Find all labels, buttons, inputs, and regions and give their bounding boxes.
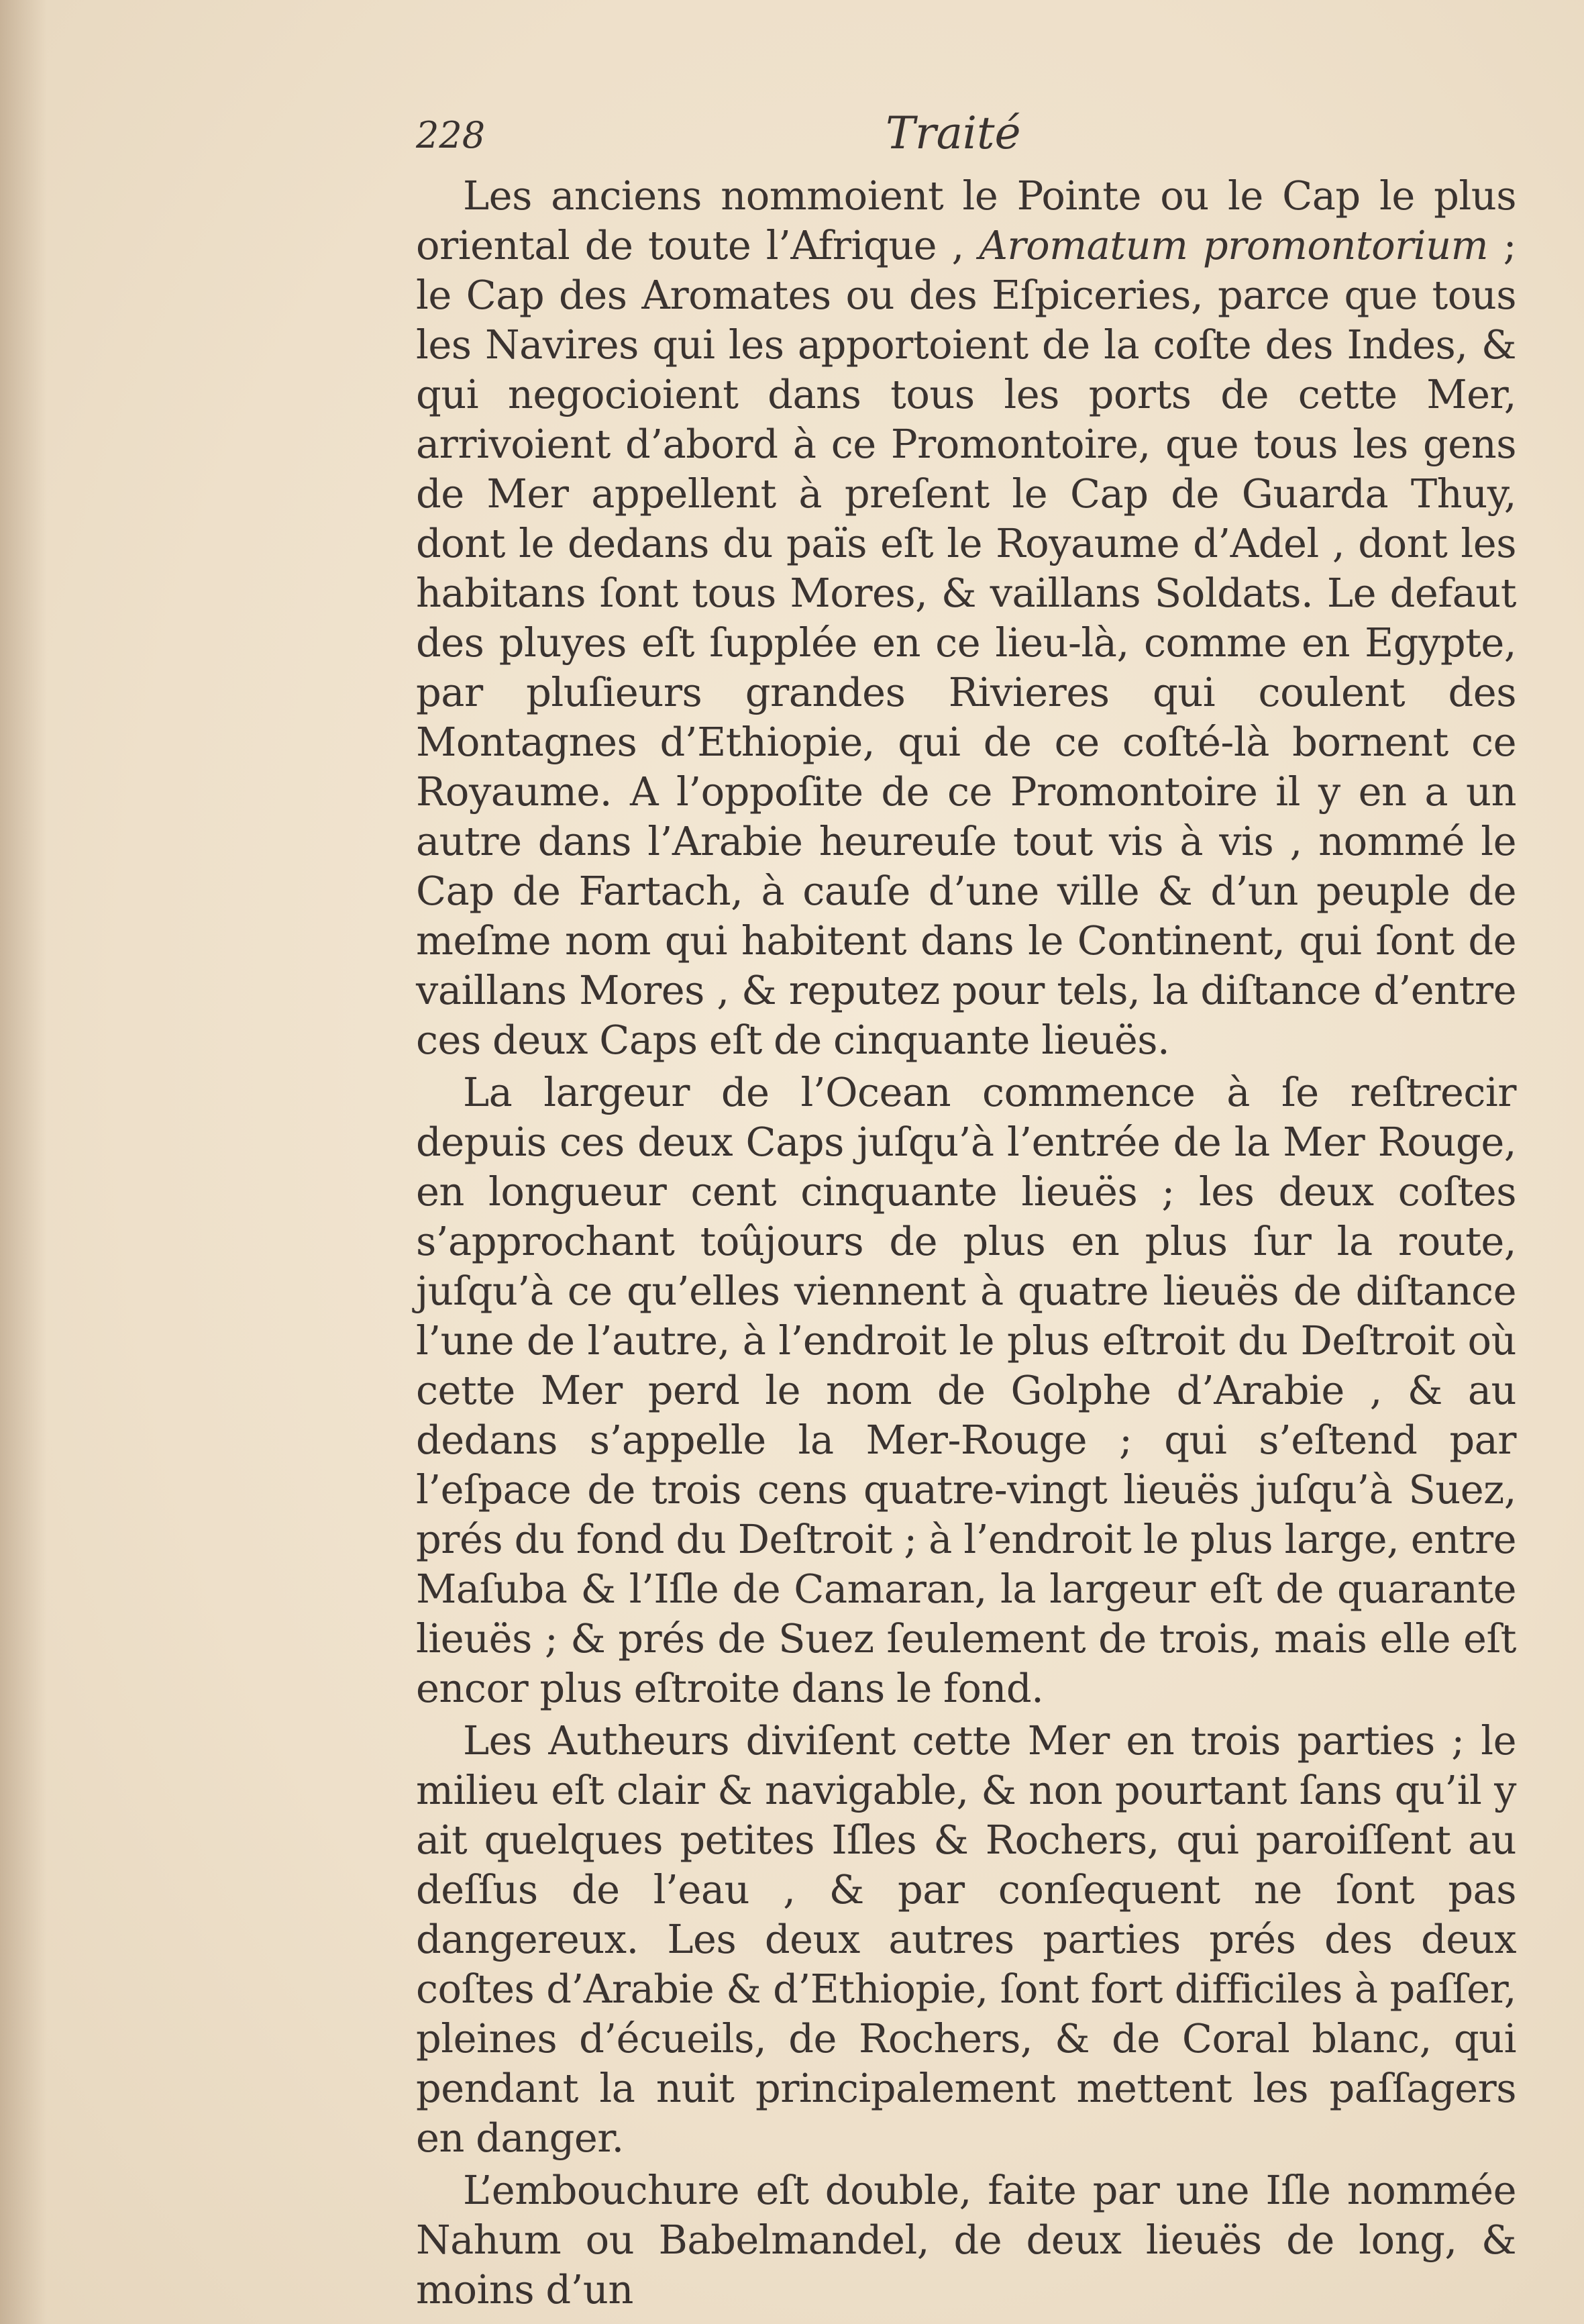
- text-block: [416, 107, 1516, 2315]
- paragraph-3: Les Autheurs diviſent cette Mer en trois parties ; le milieu eſt clair & navigable, & non pourtant ſans qu’il y ait quelques petites Iſles & Rochers, qui paroiſſent au deſſus de l’eau , & par conſequent ne ſont pas dangereux. Les deux autres parties prés des deux coſtes d’Arabie & d’Ethiopie, ſont fort difficiles à paſſer, pleines d’écueils, de Rochers, & de Coral blanc, qui pendant la nuit principalement mettent les paſſagers en danger.: [416, 1717, 1516, 2161]
- paragraph-1: [416, 171, 1516, 1065]
- running-title: Traité: [886, 107, 1021, 159]
- paragraph-2: La largeur de l’Ocean commence à ſe reſtrecir depuis ces deux Caps juſqu’à l’entrée de la Mer Rouge, en longueur cent cinquante lieuës ; les deux coſtes s’approchant toûjours de plus en plus ſur la route, juſqu’à ce qu’elles viennent à quatre lieuës de diſtance l’une de l’autre, à l’endroit le plus eſtroit du Deſtroit où cette Mer perd le nom de Golphe d’Arabie , & au dedans s’appelle la Mer-Rouge ; qui s’eſtend par l’eſpace de trois cens quatre-vingt lieuës juſqu’à Suez, prés du fond du Deſtroit ; à l’endroit le plus large, entre Maſuba & l’Iſle de Camaran, la largeur eſt de quarante lieuës ; & prés de Suez ſeulement de trois, mais elle eſt encor plus eſtroite dans le fond.: [416, 1069, 1516, 1711]
- paragraph-1-text-a: Les anciens nommoient le Pointe ou le Cap le plus oriental de toute l’Afrique ,: [416, 172, 1516, 268]
- paragraph-1-text-b: ; le Cap des Aromates ou des Eſpiceries, parce que tous les Navires qui les apportoient de la coſte des Indes, & qui negocioient dans tous les ports de cette Mer, arrivoient d’abord à ce Promontoire, que tous les gens de Mer appellent à preſent le Cap de Guarda Thuy, dont le dedans du païs eſt le Royaume d’Adel , dont les habitans ſont tous Mores, & vaillans Soldats. Le defaut des pluyes eſt ſupplée en ce lieu-là, comme en Egypte, par pluſieurs grandes Rivieres qui coulent des Montagnes d’Ethiopie, qui de ce coſté-là bornent ce Royaume. A l’oppoſite de ce Promontoire il y en a un autre dans l’Arabie heureuſe tout vis à vis , nommé le Cap de Fartach, à cauſe d’une ville & d’un peuple de meſme nom qui habitent dans le Continent, qui ſont de vaillans Mores , & reputez pour tels, la diſtance d’entre ces deux Caps eſt de cinquante lieuës.: [416, 222, 1516, 1063]
- gutter-shadow: [0, 0, 47, 2324]
- running-head: [416, 107, 1516, 171]
- paragraph-4: L’embouchure eſt double, faite par une Iſle nommée Nahum ou Babelmandel, de deux lieuës de long, & moins d’un: [416, 2167, 1516, 2313]
- latin-term: Aromatum promontorium: [979, 222, 1489, 268]
- page-number: 228: [416, 114, 486, 156]
